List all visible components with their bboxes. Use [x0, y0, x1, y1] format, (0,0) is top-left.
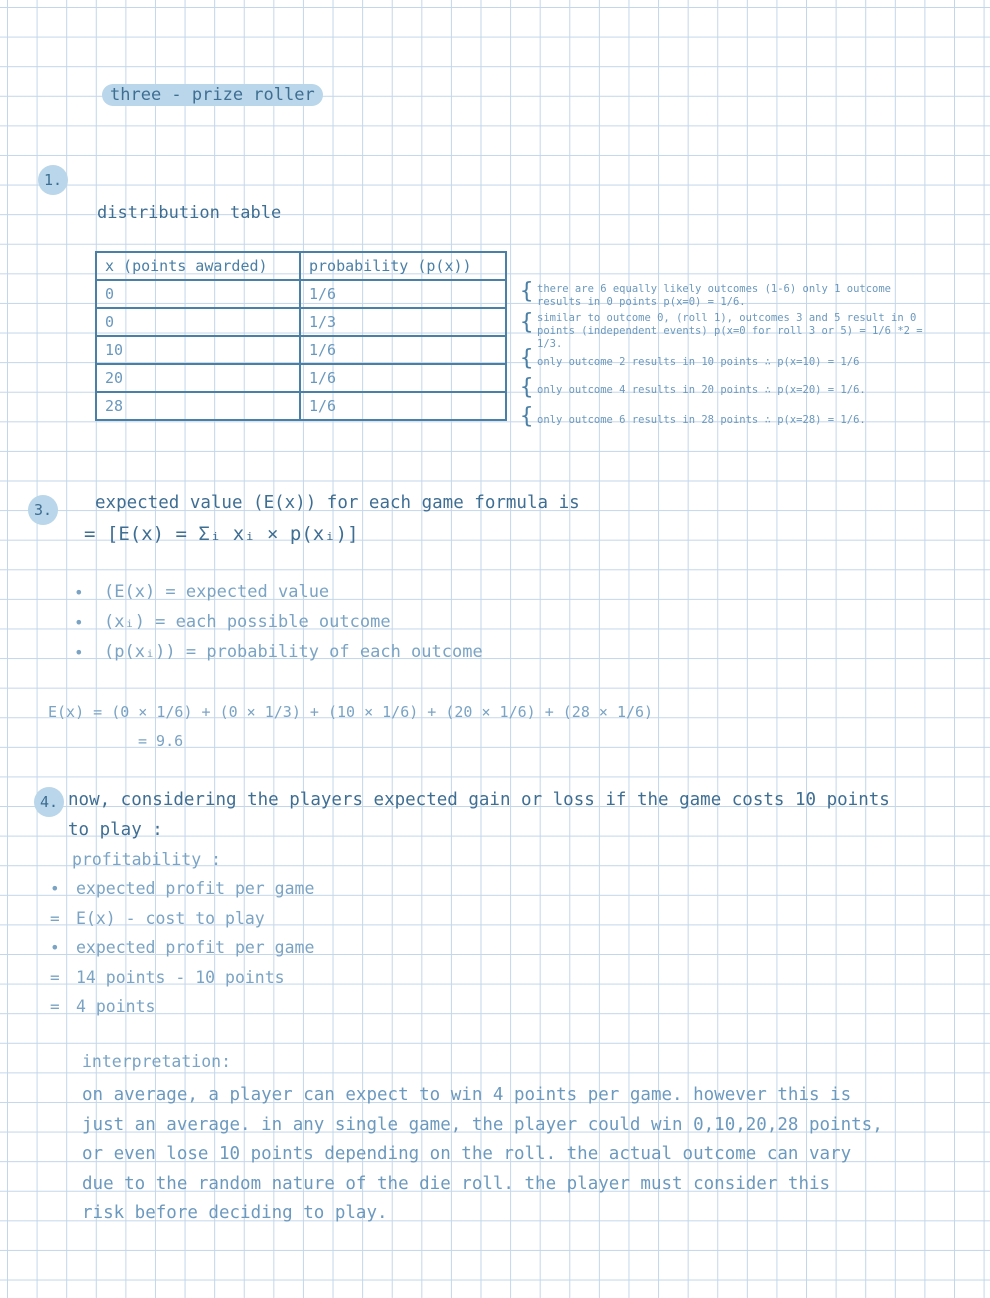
table-cell-probability: 1/3 [300, 308, 506, 336]
profit-step: 14 points - 10 points [76, 968, 285, 987]
note-line: there are 6 equally likely outcomes (1-6) only 1 outcome [537, 283, 892, 295]
interpretation-line: or even lose 10 points depending on the roll. the actual outcome can vary [82, 1144, 852, 1165]
interpretation-paragraph [82, 1081, 972, 1229]
table-cell-probability: 1/6 [300, 280, 506, 308]
table-cell-x: 0 [96, 308, 300, 336]
table-cell-x: 10 [96, 336, 300, 364]
table-row [96, 392, 506, 420]
definition-item: (xᵢ) = each possible outcome [104, 612, 391, 632]
expected-value-result: = 9.6 [138, 732, 184, 750]
table-row [96, 308, 506, 336]
table-cell-x: 20 [96, 364, 300, 392]
section-number-3: 3. [28, 495, 58, 525]
note-line: 1/3. [537, 338, 563, 350]
profit-question-line-1: now, considering the players expected gain or loss if the game costs 10 points [68, 790, 890, 810]
list-marker: • [50, 879, 60, 898]
brace-icon: { [520, 310, 534, 335]
profitability-heading: profitability : [72, 850, 222, 869]
table-cell-x: 28 [96, 392, 300, 420]
section-number-4: 4. [34, 787, 64, 817]
note-line: only outcome 2 results in 10 points ∴ p(x=10) = 1/6 [537, 356, 860, 368]
note-line: results in 0 points p(x=0) = 1/6. [537, 296, 746, 308]
section-number-1: 1. [38, 165, 68, 195]
profit-step: expected profit per game [76, 879, 315, 898]
interpretation-line: risk before deciding to play. [82, 1203, 388, 1224]
bullet-marker: • [74, 583, 84, 602]
list-marker: = [50, 909, 60, 928]
expected-value-formula: = [E(x) = Σᵢ xᵢ × p(xᵢ)] [84, 523, 359, 545]
distribution-table [95, 251, 507, 421]
brace-icon: { [520, 404, 534, 429]
brace-icon: { [520, 279, 534, 304]
table-row [96, 364, 506, 392]
definition-item: (p(xᵢ)) = probability of each outcome [104, 642, 483, 662]
interpretation-line: just an average. in any single game, the player could win 0,10,20,28 points, [82, 1114, 883, 1135]
list-marker: • [50, 938, 60, 957]
column-header-x: x (points awarded) [96, 252, 300, 280]
profit-step: expected profit per game [76, 938, 315, 957]
column-header-probability: probability (p(x)) [300, 252, 506, 280]
interpretation-heading: interpretation: [82, 1052, 232, 1071]
expected-value-heading: expected value (E(x)) for each game formula is [95, 493, 580, 513]
list-marker: = [50, 968, 60, 987]
table-row [96, 336, 506, 364]
table-cell-probability: 1/6 [300, 364, 506, 392]
note-line: only outcome 4 results in 20 points ∴ p(x=20) = 1/6. [537, 384, 866, 396]
interpretation-line: on average, a player can expect to win 4 points per game. however this is [82, 1085, 852, 1105]
definition-item: (E(x) = expected value [104, 582, 330, 602]
list-marker: = [50, 997, 60, 1016]
note-line: points (independent events) p(x=0 for roll 3 or 5) = 1/6 *2 = [537, 325, 923, 337]
brace-icon: { [520, 346, 534, 371]
note-line: similar to outcome 0, (roll 1), outcomes 3 and 5 result in 0 [537, 312, 917, 324]
bullet-marker: • [74, 613, 84, 632]
expected-value-calculation: E(x) = (0 × 1/6) + (0 × 1/3) + (10 × 1/6) + (20 × 1/6) + (28 × 1/6) [48, 703, 654, 721]
table-row [96, 280, 506, 308]
profit-step: E(x) - cost to play [76, 909, 265, 928]
profit-step: 4 points [76, 997, 156, 1016]
table-cell-x: 0 [96, 280, 300, 308]
profit-question-line-2: to play : [68, 820, 163, 840]
interpretation-line: due to the random nature of the die roll. the player must consider this [82, 1173, 831, 1194]
note-line: only outcome 6 results in 28 points ∴ p(x=28) = 1/6. [537, 414, 866, 426]
bullet-marker: • [74, 643, 84, 662]
table-cell-probability: 1/6 [300, 392, 506, 420]
table-header-row [96, 252, 506, 280]
table-cell-probability: 1/6 [300, 336, 506, 364]
brace-icon: { [520, 375, 534, 400]
page-title: three - prize roller [102, 84, 323, 106]
distribution-table-heading: distribution table [97, 203, 282, 223]
